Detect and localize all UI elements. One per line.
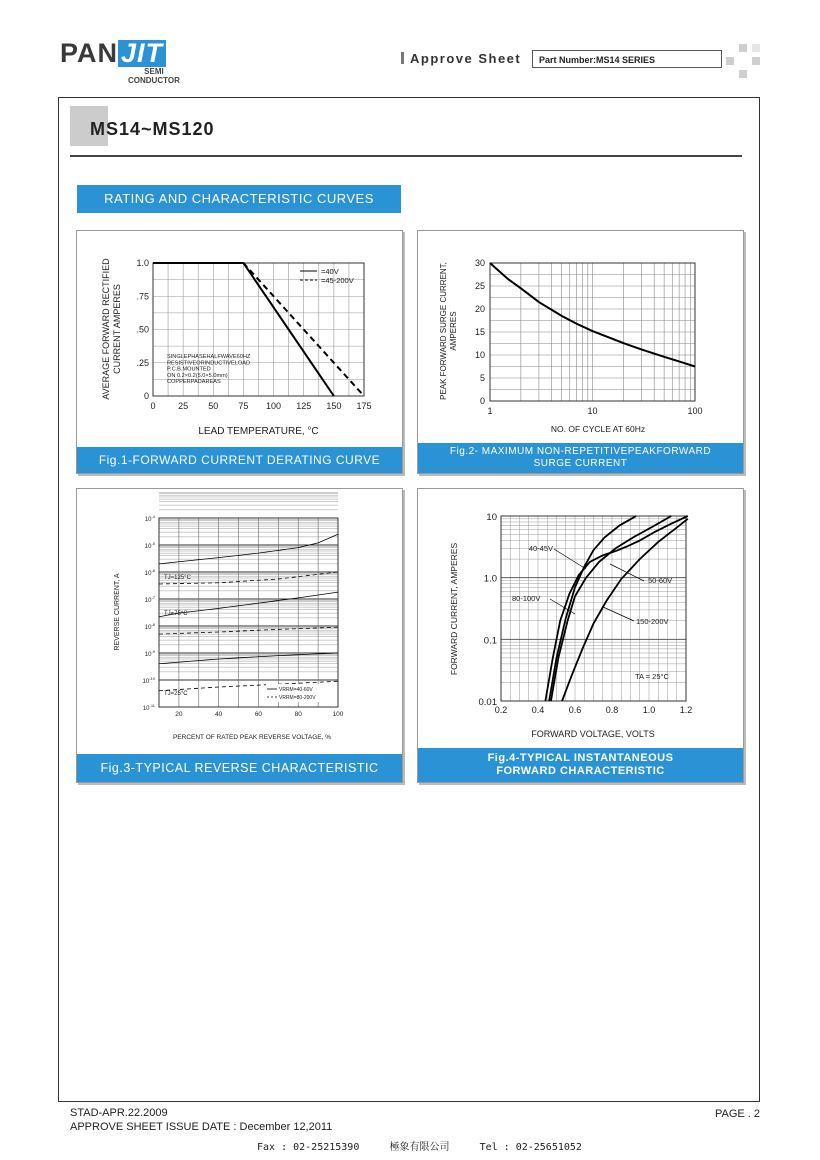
x-tick-label: 50 [208, 401, 219, 411]
footer-contact-line [257, 1138, 582, 1153]
chart-annotation: RESISTIVEORINDUCTIVELOAD [167, 360, 250, 367]
x-tick-label: 0.8 [605, 705, 619, 715]
logo-sub-semi: SEMI [144, 67, 164, 76]
approve-sheet-label: Approve Sheet [401, 51, 521, 66]
y-tick-label: 1.0 [483, 573, 497, 585]
x-tick-label: 100 [687, 406, 703, 416]
y-tick-label: 10 [486, 512, 497, 523]
logo-text-jit: JIT [118, 40, 166, 67]
x-tick-label: 25 [178, 401, 189, 411]
figure-3-caption: Fig.3-TYPICAL REVERSE CHARACTERISTIC [77, 754, 402, 782]
curve-label: TJ=125°C [164, 575, 191, 581]
section-title: RATING AND CHARACTERISTIC CURVES [77, 185, 401, 213]
x-axis-label: LEAD TEMPERATURE, °C [198, 426, 319, 437]
x-tick-label: 1.0 [642, 705, 656, 715]
y-tick-label: 10 [474, 350, 485, 360]
y-tick-label: $10^{-4}$ [144, 514, 155, 523]
footer-fax: Fax : 02-25215390 [257, 1142, 360, 1153]
y-tick-label: $10^{-10}$ [142, 676, 155, 685]
y-tick-label: 25 [474, 281, 485, 291]
y-tick-label: .75 [136, 291, 149, 302]
curve-label: 50-60V [648, 576, 673, 585]
footer-doc-code: STAD-APR.22.2009 [70, 1107, 168, 1119]
x-axis-label: NO. OF CYCLE AT 60Hz [550, 424, 646, 434]
x-tick-label: 80 [294, 711, 302, 718]
series-line [159, 627, 338, 634]
x-tick-label: 40 [215, 711, 223, 718]
curve-label: 80-100V [512, 594, 541, 603]
y-tick-label: 0 [479, 396, 485, 406]
figure-1-caption: Fig.1-FORWARD CURRENT DERATING CURVE [77, 447, 402, 473]
y-axis-label: PEAK FORWARD SURGE CURRENT,AMPERES [439, 262, 458, 400]
part-number-box: Part Number:MS14 SERIES [532, 50, 722, 68]
y-tick-label: $10^{-9}$ [144, 649, 155, 658]
y-tick-label: 0 [143, 391, 149, 401]
y-tick-label: 30 [474, 258, 485, 268]
figure-2-panel [417, 230, 744, 474]
figure-1-panel [76, 230, 403, 474]
fig2-chart [418, 231, 743, 473]
figure-2-caption: Fig.2- MAXIMUM NON-REPETITIVEPEAKFORWARD SURGE CURRENT [418, 443, 743, 473]
y-tick-label: $10^{-5}$ [144, 541, 155, 550]
x-tick-label: 0.6 [568, 705, 582, 715]
x-tick-label: 100 [266, 401, 282, 411]
x-tick-label: 60 [254, 711, 263, 718]
curve-label: 150-200V [636, 617, 669, 626]
y-tick-label: 0.1 [483, 635, 497, 647]
y-tick-label: $10^{-7}$ [144, 595, 155, 604]
title-divider [70, 155, 742, 157]
temperature-annotation: TA = 25°C [635, 672, 669, 681]
y-tick-label: $10^{-8}$ [144, 622, 155, 631]
fig4-chart [418, 489, 743, 782]
x-tick-label: 10 [587, 406, 598, 416]
x-tick-label: 125 [296, 401, 312, 411]
curve-label: TJ=75°C [164, 611, 188, 617]
legend-label: =45-200V [321, 276, 354, 285]
curve-label: TJ=25°C [164, 691, 188, 697]
x-tick-label: 100 [332, 711, 344, 718]
x-tick-label: 150 [326, 401, 342, 411]
curve-pointer [603, 607, 634, 621]
fig3-chart [77, 489, 402, 782]
y-axis-label: AVERAGE FORWARD RECTIFIEDCURRENT AMPERES [101, 258, 122, 400]
page-title: MS14~MS120 [90, 119, 215, 139]
logo-text-pan: PAN [60, 38, 119, 68]
curve-label: 40-45V [528, 544, 553, 553]
footer-issue-date: APPROVE SHEET ISSUE DATE : December 12,2011 [70, 1121, 333, 1133]
x-tick-label: 1.2 [679, 705, 693, 715]
figure-3-panel [76, 488, 403, 783]
y-axis-label: REVERSE CURRENT, A [114, 573, 121, 651]
x-tick-label: 0.2 [494, 705, 508, 715]
legend-label: VRRM=80-200V [279, 695, 316, 701]
figure-4-caption: Fig.4-TYPICAL INSTANTANEOUS FORWARD CHARACTERISTIC [418, 748, 743, 782]
x-tick-label: 1 [487, 406, 493, 416]
chart-annotation: ON 0.2×0.2(5.0×5.0mm) [167, 372, 228, 379]
x-axis-label: PERCENT OF RATED PEAK REVERSE VOLTAGE, % [172, 734, 332, 741]
chart-annotation: SINGLEPHASEHALFWAVE60HZ [167, 354, 251, 360]
y-tick-label: 15 [474, 327, 485, 337]
fig1-chart [77, 231, 402, 473]
x-tick-label: 20 [175, 711, 183, 718]
y-tick-label: 5 [479, 373, 485, 383]
x-tick-label: 75 [238, 401, 249, 411]
series-line [159, 653, 338, 664]
chart-annotation: COPPERPADAREAS [167, 379, 221, 386]
x-axis-label: FORWARD VOLTAGE, VOLTS [531, 729, 655, 739]
y-tick-label: 20 [474, 304, 485, 314]
footer-company: 極象有限公司 [389, 1142, 450, 1153]
y-axis-label: FORWARD CURRENT, AMPERES [449, 542, 459, 676]
footer-page-number: PAGE . 2 [715, 1108, 761, 1120]
x-tick-label: 175 [356, 401, 372, 411]
y-tick-label: .50 [136, 324, 149, 335]
decorative-squares [726, 44, 760, 78]
logo-sub-conductor: CONDUCTOR [128, 76, 180, 85]
legend-label: =40V [321, 267, 339, 276]
footer-tel: Tel : 02-25651052 [479, 1142, 582, 1153]
y-tick-label: $10^{-11}$ [142, 703, 155, 712]
x-tick-label: 0.4 [531, 705, 545, 715]
chart-annotation: P.C.B.MOUNTED [167, 366, 211, 373]
y-tick-label: 0.01 [478, 697, 497, 708]
legend-label: VRRM=40-60V [279, 687, 313, 693]
y-tick-label: .25 [136, 357, 149, 368]
company-logo [60, 38, 180, 85]
y-tick-label: 1.0 [136, 258, 149, 268]
y-tick-label: $10^{-6}$ [144, 568, 155, 577]
figure-4-panel [417, 488, 744, 783]
curve-pointer [610, 564, 644, 581]
x-tick-label: 0 [150, 401, 156, 411]
